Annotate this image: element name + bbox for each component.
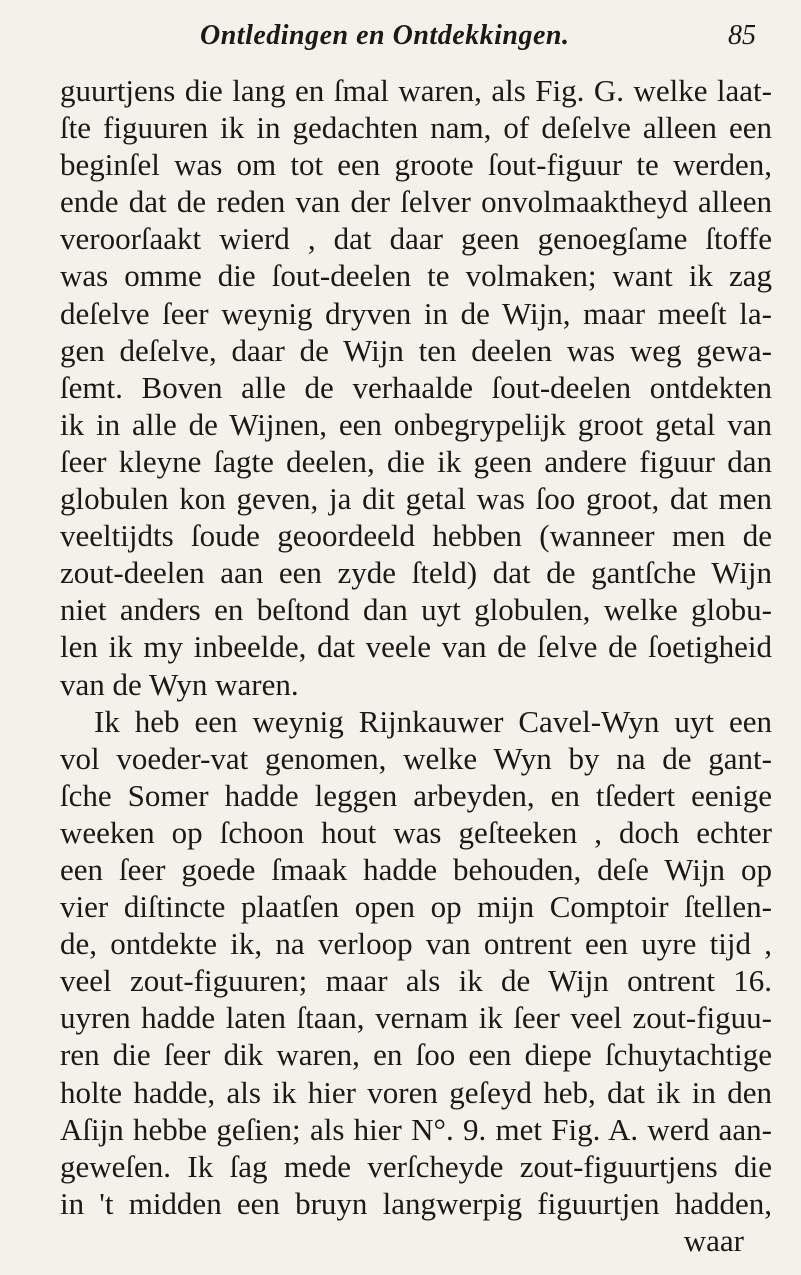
text-line: Aſijn hebbe geſien; als hier N°. 9. met Fig. A. werd aan- — [60, 1111, 772, 1147]
catchword: waar — [683, 1222, 744, 1258]
text-line: weeken op ſchoon hout was geſteeken , doch echter — [60, 814, 772, 850]
text-line: Ik heb een weynig Rijnkauwer Cavel-Wyn uyt een — [94, 703, 772, 739]
text-line: van de Wyn waren. — [60, 666, 299, 702]
text-line: een ſeer goede ſmaak hadde behouden, deſe Wijn op — [60, 851, 772, 887]
text-line: ſte figuuren ik in gedachten nam, of deſelve alleen een — [60, 110, 772, 146]
text-line: holte hadde, als ik hier voren geſeyd heb, dat ik in den — [60, 1074, 772, 1110]
body-text — [60, 72, 772, 1259]
text-line: globulen kon geven, ja dit getal was ſoo groot, dat men — [60, 481, 772, 517]
text-line: guurtjens die lang en ſmal waren, als Fig. G. welke laat- — [60, 73, 772, 108]
text-line: gen deſelve, daar de Wijn ten deelen was weg gewa- — [60, 332, 772, 368]
text-line: ende dat de reden van der ſelver onvolmaaktheyd alleen — [60, 184, 772, 220]
text-line: len ik my inbeelde, dat veele van de ſelve de ſoetigheid — [60, 629, 772, 665]
text-line: veroorſaakt wierd , dat daar geen genoegſame ſtoffe — [60, 221, 772, 257]
text-line: uyren hadde laten ſtaan, vernam ik ſeer veel zout-figuu- — [60, 1000, 772, 1036]
text-line: niet anders en beſtond dan uyt globulen, welke globu- — [60, 592, 772, 628]
text-line: beginſel was om tot een groote ſout-figuur te werden, — [60, 147, 772, 183]
page-number: 85 — [728, 20, 756, 51]
text-line: de, ontdekte ik, na verloop van ontrent een uyre tijd , — [60, 926, 772, 962]
text-line: geweſen. Ik ſag mede verſcheyde zout-figuurtjens die — [60, 1148, 772, 1184]
text-line: ſemt. Boven alle de verhaalde ſout-deelen ontdekten — [60, 369, 772, 405]
text-line: was omme die ſout-deelen te volmaken; want ik zag — [60, 258, 772, 294]
text-line: ſche Somer hadde leggen arbeyden, en tſedert eenige — [60, 777, 772, 813]
text-line: zout-deelen aan een zyde ſteld) dat de gantſche Wijn — [60, 555, 772, 591]
text-line: ik in alle de Wijnen, een onbegrypelijk groot getal van — [60, 406, 772, 442]
running-title: Ontledingen en Ontdekkingen. — [200, 20, 570, 51]
text-line: in 't midden een bruyn langwerpig figuurtjen hadden, — [60, 1185, 772, 1221]
text-line: ren die ſeer dik waren, en ſoo een diepe ſchuytachtige — [60, 1037, 772, 1073]
text-line: ſeer kleyne ſagte deelen, die ik geen andere figuur dan — [60, 443, 772, 479]
text-line: vol voeder-vat genomen, welke Wyn by na de gant- — [60, 740, 772, 776]
running-head — [0, 14, 801, 54]
text-line: veel zout-figuuren; maar als ik de Wijn ontrent 16. — [60, 963, 772, 999]
text-line: deſelve ſeer weynig dryven in de Wijn, maar meeſt la- — [60, 295, 772, 331]
text-line: vier diſtincte plaatſen open op mijn Comptoir ſtellen- — [60, 889, 772, 925]
text-line: veeltijdts ſoude geoordeeld hebben (wanneer men de — [60, 518, 772, 554]
